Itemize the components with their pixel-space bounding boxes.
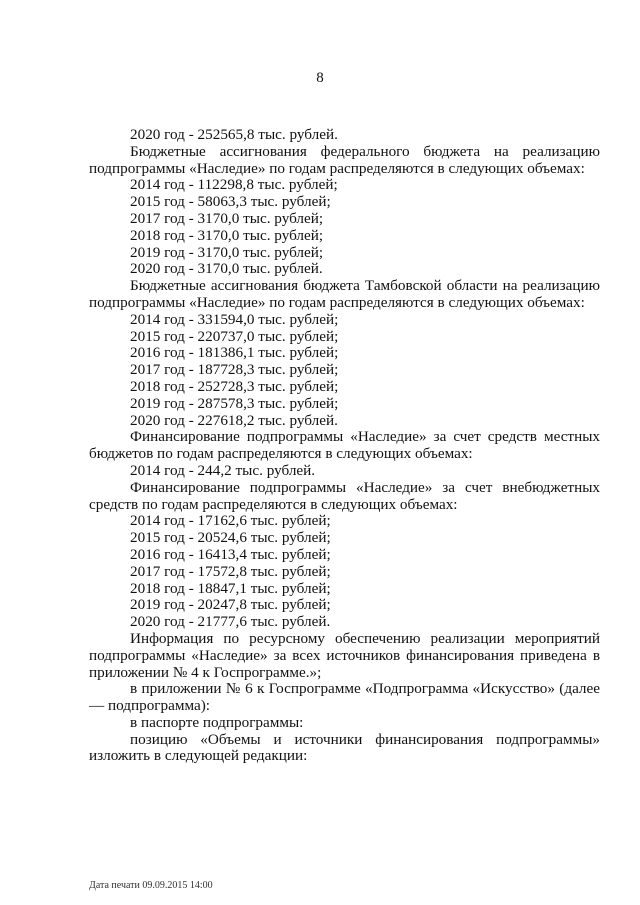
text-line: 2015 год - 20524,6 тыс. рублей;	[130, 529, 331, 547]
text-line: в паспорте подпрограммы:	[130, 713, 304, 731]
text-line: 2018 год - 252728,3 тыс. рублей;	[130, 377, 339, 395]
text-line: 2015 год - 58063,3 тыс. рублей;	[130, 193, 331, 211]
text-line: 2016 год - 181386,1 тыс. рублей;	[130, 344, 339, 362]
paragraph: в приложении № 6 к Госпрограмме «Подпрограмма «Искусство» (далее — подпрограмма):	[89, 680, 600, 715]
text-line: 2014 год - 17162,6 тыс. рублей;	[130, 512, 331, 530]
print-date-footer: Дата печати 09.09.2015 14:00	[89, 880, 213, 891]
text-line: 2018 год - 18847,1 тыс. рублей;	[130, 579, 331, 597]
text-line: 2017 год - 3170,0 тыс. рублей;	[130, 209, 324, 227]
page-number: 8	[316, 70, 324, 86]
text-line: 2014 год - 112298,8 тыс. рублей;	[130, 176, 338, 194]
text-line: 2017 год - 17572,8 тыс. рублей;	[130, 562, 331, 580]
paragraph: Финансирование подпрограммы «Наследие» за счет средств местных бюджетов по годам распределяются в следующих объемах:	[89, 428, 600, 463]
document-body	[89, 127, 600, 765]
text-line: 2020 год - 227618,2 тыс. рублей.	[130, 411, 338, 429]
text-line: 2020 год - 21777,6 тыс. рублей.	[130, 613, 331, 631]
text-line: 2019 год - 287578,3 тыс. рублей;	[130, 394, 339, 412]
text-line: 2017 год - 187728,3 тыс. рублей;	[130, 361, 339, 379]
paragraph: Бюджетные ассигнования федерального бюджета на реализацию подпрограммы «Наследие» по годам распределяются в следующих объемах:	[89, 142, 600, 177]
text-line: 2015 год - 220737,0 тыс. рублей;	[130, 327, 339, 345]
text-line: 2019 год - 3170,0 тыс. рублей;	[130, 243, 324, 261]
text-line: 2020 год - 3170,0 тыс. рублей.	[130, 260, 323, 278]
paragraph: Финансирование подпрограммы «Наследие» за счет внебюджетных средств по годам распределяются в следующих объемах:	[89, 478, 600, 513]
text-line: 2018 год - 3170,0 тыс. рублей;	[130, 226, 324, 244]
paragraph: позицию «Объемы и источники финансирования подпрограммы» изложить в следующей редакции:	[89, 730, 600, 765]
paragraph: Информация по ресурсному обеспечению реализации мероприятий подпрограммы «Наследие» за всех источников финансирования приведена в приложении № 4 к Госпрограмме.»;	[89, 629, 600, 681]
paragraph: Бюджетные ассигнования бюджета Тамбовской области на реализацию подпрограммы «Наследие» по годам распределяются в следующих объемах:	[89, 277, 600, 311]
text-line: 2014 год - 331594,0 тыс. рублей;	[130, 310, 339, 328]
text-line: 2019 год - 20247,8 тыс. рублей;	[130, 596, 331, 614]
text-line: 2020 год - 252565,8 тыс. рублей.	[130, 126, 338, 143]
text-line: 2014 год - 244,2 тыс. рублей.	[130, 461, 316, 479]
text-line: 2016 год - 16413,4 тыс. рублей;	[130, 545, 331, 563]
